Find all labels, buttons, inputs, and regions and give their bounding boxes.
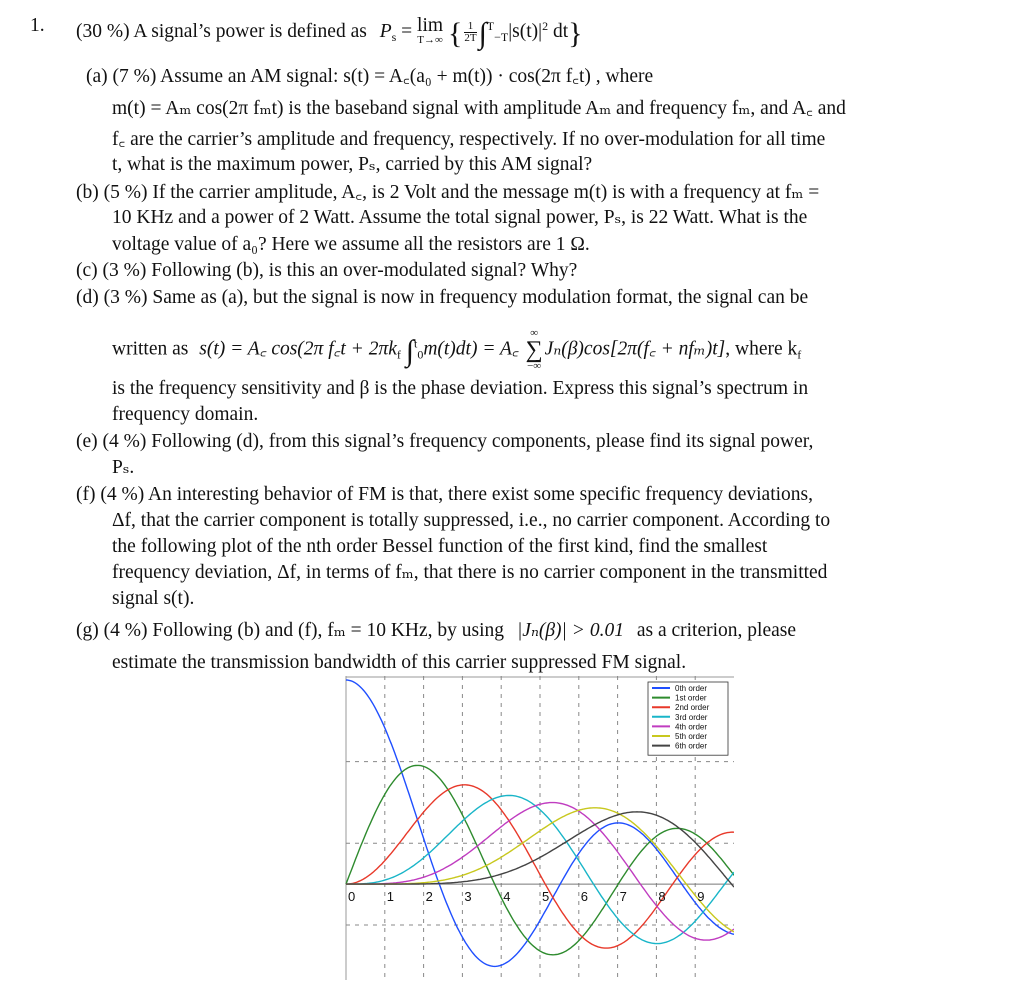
part-d-equation-line — [112, 328, 801, 372]
sum-lower: −∞ — [527, 360, 542, 372]
dt: dt — [552, 21, 569, 42]
lim-subscript: T→∞ — [417, 33, 443, 46]
x-tick-label: 5 — [542, 889, 550, 905]
frac-den: 2T — [464, 32, 477, 45]
integrand-power: 2 — [542, 19, 549, 33]
part-e-line-1: (e) (4 %) Following (d), from this signal’s frequency components, please find its signal power, — [76, 431, 814, 452]
x-tick-label: 4 — [503, 889, 511, 905]
fm-eq-mid: m(t)dt) = A꜀ — [423, 338, 519, 360]
where-kf: , where k — [725, 338, 798, 360]
x-tick-label: 8 — [658, 889, 666, 905]
part-g-line-2: estimate the transmission bandwidth of this carrier suppressed FM signal. — [112, 652, 687, 673]
part-a-line-2: m(t) = Aₘ cos(2π fₘt) is the baseband signal with amplitude Aₘ and frequency fₘ, and A꜀ and — [112, 98, 846, 119]
part-c-line-1: (c) (3 %) Following (b), is this an over-modulated signal? Why? — [76, 260, 578, 281]
x-tick-label: 3 — [464, 889, 472, 905]
fraction — [464, 21, 476, 44]
part-d-line-1: (d) (3 %) Same as (a), but the signal is now in frequency modulation format, the signal can be — [76, 287, 809, 308]
part-g-line-1 — [76, 619, 796, 643]
part-a-line-1: (a) (7 %) Assume an AM signal: s(t) = A꜀(a₀ + m(t)) · cos(2π f꜀t) , where — [86, 66, 654, 87]
x-tick-label: 6 — [580, 889, 589, 905]
legend-label-3: 3rd order — [675, 712, 708, 722]
part-g-criterion: |Jₙ(β)| > 0.01 — [516, 620, 624, 641]
part-b-line-2: 10 KHz and a power of 2 Watt. Assume the total signal power, Pₛ, is 22 Watt. What is the — [112, 207, 808, 228]
frac-num: 1 — [464, 21, 476, 33]
part-g-text-a: (g) (4 %) Following (b) and (f), fₘ = 10 KHz, by using — [76, 620, 505, 641]
bessel-chart-svg — [338, 676, 734, 980]
x-tick-label: 1 — [386, 889, 395, 905]
power-symbol: P — [379, 21, 392, 42]
fm-integral-lower: 0 — [417, 347, 424, 362]
equals-sign: = — [401, 21, 413, 42]
part-a-line-3: f꜀ are the carrier’s amplitude and frequency, respectively. If no over-modulation for all time — [112, 129, 826, 150]
fm-integral-upper: t — [413, 336, 418, 351]
part-f-line-5: signal s(t). — [112, 588, 195, 609]
x-tick-label: 0 — [348, 889, 356, 905]
legend-label-6: 6th order — [675, 741, 708, 751]
lim-word: lim — [417, 14, 444, 36]
fm-eq-left: s(t) = A꜀ cos(2π f꜀t + 2πk — [199, 338, 397, 360]
part-d-line-4: frequency domain. — [112, 404, 259, 425]
part-g-text-b: as a criterion, please — [636, 620, 796, 641]
integral-sign: ∫ — [478, 17, 487, 50]
part-f-line-4: frequency deviation, Δf, in terms of fₘ, that there is no carrier component in the transmitted — [112, 562, 828, 583]
integrand: |s(t)| — [508, 21, 543, 42]
part-f-line-2: Δf, that the carrier component is totally suppressed, i.e., no carrier component. According to — [112, 510, 831, 531]
limit-operator — [417, 14, 444, 47]
integral-lower: −T — [494, 30, 509, 44]
power-subscript: s — [391, 30, 397, 44]
bessel-plot — [338, 676, 734, 980]
fm-eq-right: Jₙ(β)cos[2π(f꜀ + nfₘ)t] — [544, 338, 726, 360]
left-brace: { — [447, 17, 463, 50]
power-equation — [380, 14, 583, 49]
x-tick-label: 9 — [697, 889, 705, 905]
part-d-line-3: is the frequency sensitivity and β is the phase deviation. Express this signal’s spectrum in — [112, 378, 809, 399]
written-as: written as — [112, 338, 189, 360]
legend-label-2: 2nd order — [675, 703, 710, 713]
fm-equation — [199, 328, 801, 372]
part-f-line-3: the following plot of the nth order Bessel function of the first kind, find the smallest — [112, 536, 768, 557]
where-kf-sub: f — [797, 347, 802, 362]
part-a-line-4: t, what is the maximum power, Pₛ, carried by this AM signal? — [112, 154, 593, 175]
part-f-line-1: (f) (4 %) An interesting behavior of FM is that, there exist some specific frequency deviations, — [76, 484, 814, 505]
fm-integral-sign: ∫ — [405, 334, 414, 368]
question-intro — [76, 14, 583, 49]
legend-label-4: 4th order — [675, 722, 708, 732]
summation — [526, 328, 543, 372]
x-tick-label: 2 — [425, 889, 433, 905]
legend-label-0: 0th order — [675, 684, 708, 693]
sum-upper: ∞ — [530, 327, 539, 339]
right-brace: } — [568, 17, 583, 50]
part-e-line-2: Pₛ. — [112, 457, 135, 478]
integral-upper: T — [486, 19, 495, 33]
question-number: 1. — [30, 15, 45, 36]
part-b-line-3: voltage value of a₀? Here we assume all the resistors are 1 Ω. — [112, 234, 590, 255]
kf-subscript: f — [396, 347, 401, 362]
legend-label-5: 5th order — [675, 732, 708, 741]
intro-text: (30 %) A signal’s power is defined as — [76, 21, 367, 42]
sigma-symbol: ∑ — [525, 337, 543, 363]
x-tick-label: 7 — [619, 889, 627, 905]
part-b-line-1: (b) (5 %) If the carrier amplitude, A꜀, is 2 Volt and the message m(t) is with a frequency at fₘ = — [76, 182, 820, 203]
legend-label-1: 1st order — [675, 693, 707, 703]
